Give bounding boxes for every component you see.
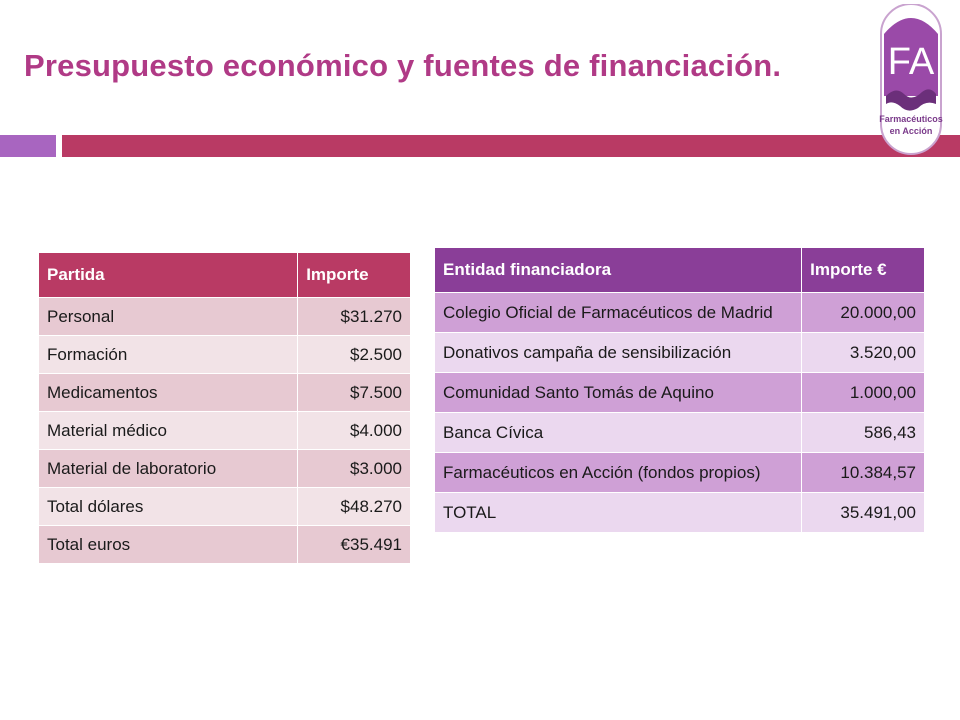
table-row <box>435 373 925 413</box>
logo-text-line1: Farmacéuticos <box>879 114 943 124</box>
budget-item: Material médico <box>39 412 298 450</box>
budget-amount: $48.270 <box>298 488 411 526</box>
funding-amount: 586,43 <box>802 413 925 453</box>
funding-entity: Farmacéuticos en Acción (fondos propios) <box>435 453 802 493</box>
funding-entity: Comunidad Santo Tomás de Aquino <box>435 373 802 413</box>
budget-item: Formación <box>39 336 298 374</box>
column-header-entidad: Entidad financiadora <box>435 248 802 293</box>
budget-item: Material de laboratorio <box>39 450 298 488</box>
budget-item: Total euros <box>39 526 298 564</box>
budget-amount: $3.000 <box>298 450 411 488</box>
funding-amount: 10.384,57 <box>802 453 925 493</box>
table-row <box>435 453 925 493</box>
funding-amount: 3.520,00 <box>802 333 925 373</box>
accent-bar <box>62 135 960 157</box>
funding-entity: Donativos campaña de sensibilización <box>435 333 802 373</box>
table-row <box>39 450 411 488</box>
funding-entity: Colegio Oficial de Farmacéuticos de Madrid <box>435 293 802 333</box>
budget-amount: $7.500 <box>298 374 411 412</box>
table-row <box>39 374 411 412</box>
table-row <box>435 413 925 453</box>
budget-amount: $4.000 <box>298 412 411 450</box>
table-header-row <box>435 248 925 293</box>
table-row <box>435 293 925 333</box>
logo-letters: FA <box>887 41 935 83</box>
logo-text-line2: en Acción <box>889 126 933 136</box>
budget-item: Total dólares <box>39 488 298 526</box>
funding-amount: 20.000,00 <box>802 293 925 333</box>
budget-amount: €35.491 <box>298 526 411 564</box>
table-row <box>435 333 925 373</box>
table-row <box>39 488 411 526</box>
budget-item: Personal <box>39 298 298 336</box>
table-row <box>435 493 925 533</box>
accent-square <box>0 135 56 157</box>
funding-entity: TOTAL <box>435 493 802 533</box>
slide-title: Presupuesto económico y fuentes de financiación. <box>24 48 782 83</box>
table-header-row <box>39 253 411 298</box>
organization-logo <box>878 4 944 158</box>
funding-amount: 35.491,00 <box>802 493 925 533</box>
funding-table <box>434 247 925 533</box>
budget-amount: $2.500 <box>298 336 411 374</box>
column-header-partida: Partida <box>39 253 298 298</box>
table-row <box>39 336 411 374</box>
fa-logo-icon <box>878 4 944 158</box>
budget-item: Medicamentos <box>39 374 298 412</box>
table-row <box>39 298 411 336</box>
budget-table <box>38 252 411 564</box>
table-row <box>39 526 411 564</box>
column-header-importe-euros: Importe € <box>802 248 925 293</box>
funding-entity: Banca Cívica <box>435 413 802 453</box>
column-header-importe: Importe <box>298 253 411 298</box>
funding-amount: 1.000,00 <box>802 373 925 413</box>
budget-amount: $31.270 <box>298 298 411 336</box>
table-row <box>39 412 411 450</box>
